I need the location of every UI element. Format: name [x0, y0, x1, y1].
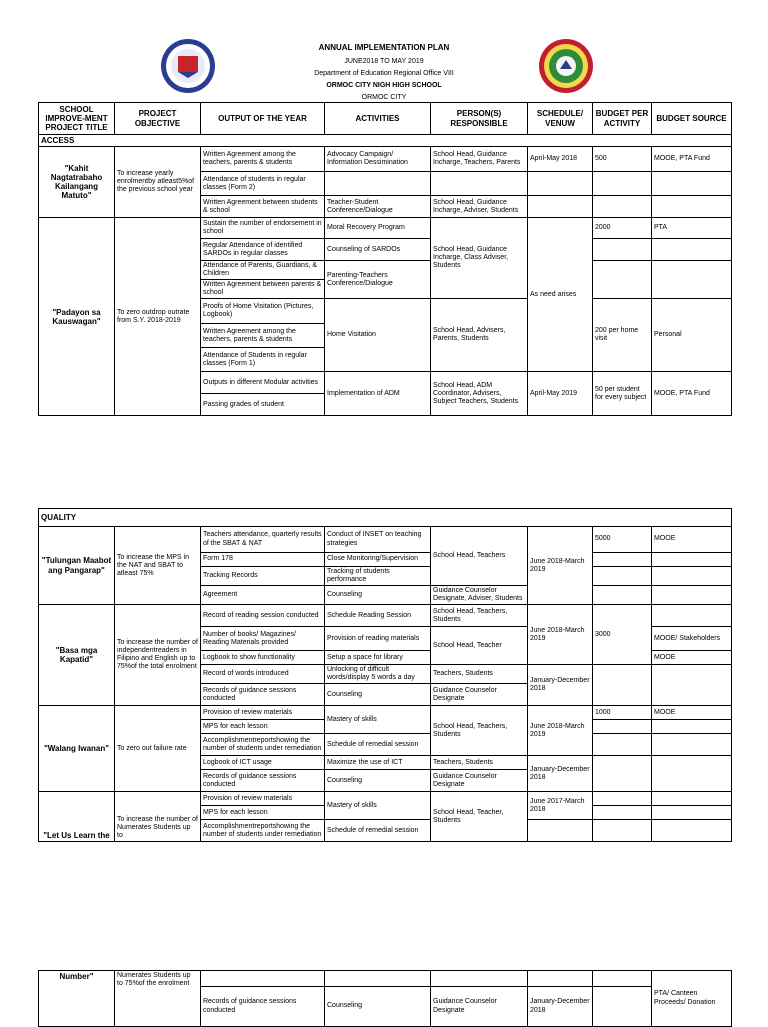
source-cell: PTA — [652, 218, 732, 239]
activity-cell: Maximize the use of ICT — [325, 756, 431, 770]
output-cell: Tracking Records — [201, 567, 325, 586]
table-row — [39, 792, 732, 806]
project-objective: To increase the MPS in the NAT and SBAT to atleast 75% — [115, 527, 201, 605]
source-cell: MOOE/ Stakeholders — [652, 627, 732, 651]
output-cell: Records of guidance sessions conducted — [201, 987, 325, 1027]
project-objective: To zero out failure rate — [115, 706, 201, 792]
activity-cell: Counseling — [325, 684, 431, 706]
activity-cell: Close Monitoring/Supervision — [325, 553, 431, 567]
output-cell: Form 178 — [201, 553, 325, 567]
output-cell: MPS for each lesson — [201, 720, 325, 734]
section-quality: QUALITY — [39, 509, 732, 527]
output-cell: Written Agreement among the teachers, parents & students — [201, 147, 325, 172]
table-row — [39, 527, 732, 553]
col-project-title: SCHOOL IMPROVE-MENT PROJECT TITLE — [39, 103, 115, 135]
person-cell: Guidance Counselor Designate — [431, 987, 528, 1027]
activity-cell: Moral Recovery Program — [325, 218, 431, 239]
source-cell: MOOE — [652, 651, 732, 665]
activity-cell: Implementation of ADM — [325, 372, 431, 416]
activity-cell: Schedule of remedial session — [325, 734, 431, 756]
project-objective: To increase yearly enrolmentby atleast5%of the previous school year — [115, 147, 201, 218]
output-cell: Number of books/ Magazines/ Reading Materials provided — [201, 627, 325, 651]
col-activities: ACTIVITIES — [325, 103, 431, 135]
output-cell: Attendance of Parents, Guardians, & Children — [201, 261, 325, 280]
activity-cell: Counseling — [325, 770, 431, 792]
person-cell: Guidance Counselor Designate, Adviser, Students — [431, 586, 528, 605]
schedule-cell: June 2017-March 2018 — [528, 792, 593, 820]
table-row — [39, 605, 732, 627]
plan-period: JUNE2018 TO MAY 2019 — [344, 58, 424, 65]
project-title: "Padayon sa Kauswagan" — [39, 218, 115, 416]
schedule-cell: As need arises — [528, 218, 593, 372]
plan-title: ANNUAL IMPLEMENTATION PLAN — [318, 43, 450, 52]
output-cell: Regular Attendance of identified SARDOs in regular classes — [201, 239, 325, 261]
office-name: Department of Education Regional Office VIII — [314, 70, 454, 77]
activity-cell: Counseling — [325, 586, 431, 605]
activity-cell: Unlocking of difficult words/display 5 words a day — [325, 665, 431, 684]
activity-cell: Counseling — [325, 987, 431, 1027]
person-cell: School Head, Guidance Incharge, Class Adviser, Students — [431, 218, 528, 299]
person-cell: School Head, Teachers, Students — [431, 605, 528, 627]
budget-cell: 1000 — [593, 706, 652, 720]
project-title: "Walang Iwanan" — [39, 706, 115, 792]
person-cell: School Head, Guidance Incharge, Teachers, Parents — [431, 147, 528, 172]
person-cell: School Head, ADM Coordinator, Advisers, Subject Teachers, Students — [431, 372, 528, 416]
activity-cell: Advocacy Campaign/ Information Dessimination — [325, 147, 431, 172]
source-cell: MOOE — [652, 706, 732, 720]
budget-cell: 5000 — [593, 527, 652, 553]
activity-cell: Counseling of SARDOs — [325, 239, 431, 261]
output-cell: Provision of review materials — [201, 706, 325, 720]
project-objective: To increase the number of Numerates Students up to — [115, 792, 201, 842]
school-seal-icon — [538, 38, 594, 94]
col-persons: PERSON(S) RESPONSIBLE — [431, 103, 528, 135]
person-cell: School Head, Advisers, Parents, Students — [431, 299, 528, 372]
person-cell: Guidance Counselor Designate — [431, 684, 528, 706]
col-schedule: SCHEDULE/ VENUW — [528, 103, 593, 135]
budget-cell: 200 per home visit — [593, 299, 652, 372]
section-access: ACCESS — [39, 135, 732, 147]
output-cell: MPS for each lesson — [201, 806, 325, 820]
table-row — [39, 706, 732, 720]
output-cell: Agreement — [201, 586, 325, 605]
output-cell: Written Agreement between students & school — [201, 196, 325, 218]
source-cell: Personal — [652, 299, 732, 372]
schedule-cell: January-December 2018 — [528, 987, 593, 1027]
person-cell: Teachers, Students — [431, 756, 528, 770]
person-cell: School Head, Teacher, Students — [431, 792, 528, 842]
activity-cell: Conduct of INSET on teaching strategies — [325, 527, 431, 553]
output-cell: Logbook of ICT usage — [201, 756, 325, 770]
col-objective: PROJECT OBJECTIVE — [115, 103, 201, 135]
activity-cell: Parenting-Teachers Conference/Dialogue — [325, 261, 431, 299]
activity-cell: Provision of reading materials — [325, 627, 431, 651]
output-cell: Records of guidance sessions conducted — [201, 770, 325, 792]
person-cell: School Head, Teachers, Students — [431, 706, 528, 756]
project-title: "Let Us Learn the — [39, 792, 115, 842]
source-cell: MOOE, PTA Fund — [652, 147, 732, 172]
access-table — [38, 102, 732, 416]
project-title: Number" — [39, 971, 115, 1027]
output-cell: Teachers attendance, quarterly results of the SBAT & NAT — [201, 527, 325, 553]
activity-cell: Setup a space for library — [325, 651, 431, 665]
schedule-cell: January-December 2018 — [528, 665, 593, 706]
project-objective: To increase the number of independentreaders in Filipino and English up to 75%of the total enrolment — [115, 605, 201, 706]
output-cell: Proofs of Home Visitation (Pictures, Logbook) — [201, 299, 325, 324]
schedule-cell: April-May 2019 — [528, 372, 593, 416]
person-cell: Guidance Counselor Designate — [431, 770, 528, 792]
project-objective: Numerates Students up to 75%of the enrolment — [115, 971, 201, 1027]
source-cell: MOOE — [652, 527, 732, 553]
output-cell: Accomplishmentreportshowing the number of students under remediation — [201, 734, 325, 756]
project-title: "Tulungan Maabot ang Pangarap" — [39, 527, 115, 605]
col-output: OUTPUT OF THE YEAR — [201, 103, 325, 135]
deped-seal-icon — [160, 38, 216, 94]
continuation-table — [38, 970, 732, 1027]
schedule-cell: June 2018-March 2019 — [528, 706, 593, 756]
project-title: "Basa mga Kapatid" — [39, 605, 115, 706]
activity-cell: Mastery of skills — [325, 792, 431, 820]
quality-table — [38, 508, 732, 842]
city-name: ORMOC CITY — [361, 94, 407, 101]
output-cell: Sustain the number of endorsement in school — [201, 218, 325, 239]
budget-cell: 2000 — [593, 218, 652, 239]
person-cell: Teachers, Students — [431, 665, 528, 684]
output-cell: Written Agreement between parents & school — [201, 280, 325, 299]
output-cell: Written Agreement among the teachers, parents & students — [201, 324, 325, 348]
output-cell: Provision of review materials — [201, 792, 325, 806]
output-cell: Attendance of Students in regular classes (Form 1) — [201, 348, 325, 372]
budget-cell: 50 per student for every subject — [593, 372, 652, 416]
output-cell: Passing grades of student — [201, 394, 325, 416]
output-cell: Attendance of students in regular classes (Form 2) — [201, 172, 325, 196]
person-cell: School Head, Teachers — [431, 527, 528, 586]
person-cell: School Head, Guidance Incharge, Adviser, Students — [431, 196, 528, 218]
activity-cell: Home Visitation — [325, 299, 431, 372]
activity-cell: Tracking of students performance — [325, 567, 431, 586]
output-cell: Record of reading session conducted — [201, 605, 325, 627]
output-cell: Accomplishmentreportshowing the number of students under remediation — [201, 820, 325, 842]
table-row — [39, 147, 732, 172]
budget-cell: 3000 — [593, 605, 652, 665]
budget-cell: 500 — [593, 147, 652, 172]
output-cell: Records of guidance sessions conducted — [201, 684, 325, 706]
activity-cell: Schedule Reading Session — [325, 605, 431, 627]
person-cell: School Head, Teacher — [431, 627, 528, 665]
table-row — [39, 218, 732, 239]
activity-cell: Schedule of remedial session — [325, 820, 431, 842]
table-row — [39, 971, 732, 987]
school-name: ORMOC CITY NIGH HIGH SCHOOL — [326, 82, 442, 89]
column-headers — [39, 103, 732, 135]
source-cell: MOOE, PTA Fund — [652, 372, 732, 416]
activity-cell: Mastery of skills — [325, 706, 431, 734]
output-cell: Record of words introduced — [201, 665, 325, 684]
project-title: "Kahit Nagtatrabaho Kailangang Matuto" — [39, 147, 115, 218]
col-budget: BUDGET PER ACTIVITY — [593, 103, 652, 135]
output-cell: Outputs in different Modular activities — [201, 372, 325, 394]
schedule-cell: April-May 2018 — [528, 147, 593, 172]
output-cell: Logbook to show functionality — [201, 651, 325, 665]
project-objective: To zero outdrop outrate from S.Y. 2018-2019 — [115, 218, 201, 416]
col-source: BUDGET SOURCE — [652, 103, 732, 135]
schedule-cell: June 2018-March 2019 — [528, 527, 593, 605]
schedule-cell: June 2018-March 2019 — [528, 605, 593, 665]
schedule-cell: January-December 2018 — [528, 756, 593, 792]
source-cell: PTA/ Canteen Proceeds/ Donation — [652, 971, 732, 1027]
activity-cell: Teacher-Student Conference/Dialogue — [325, 196, 431, 218]
